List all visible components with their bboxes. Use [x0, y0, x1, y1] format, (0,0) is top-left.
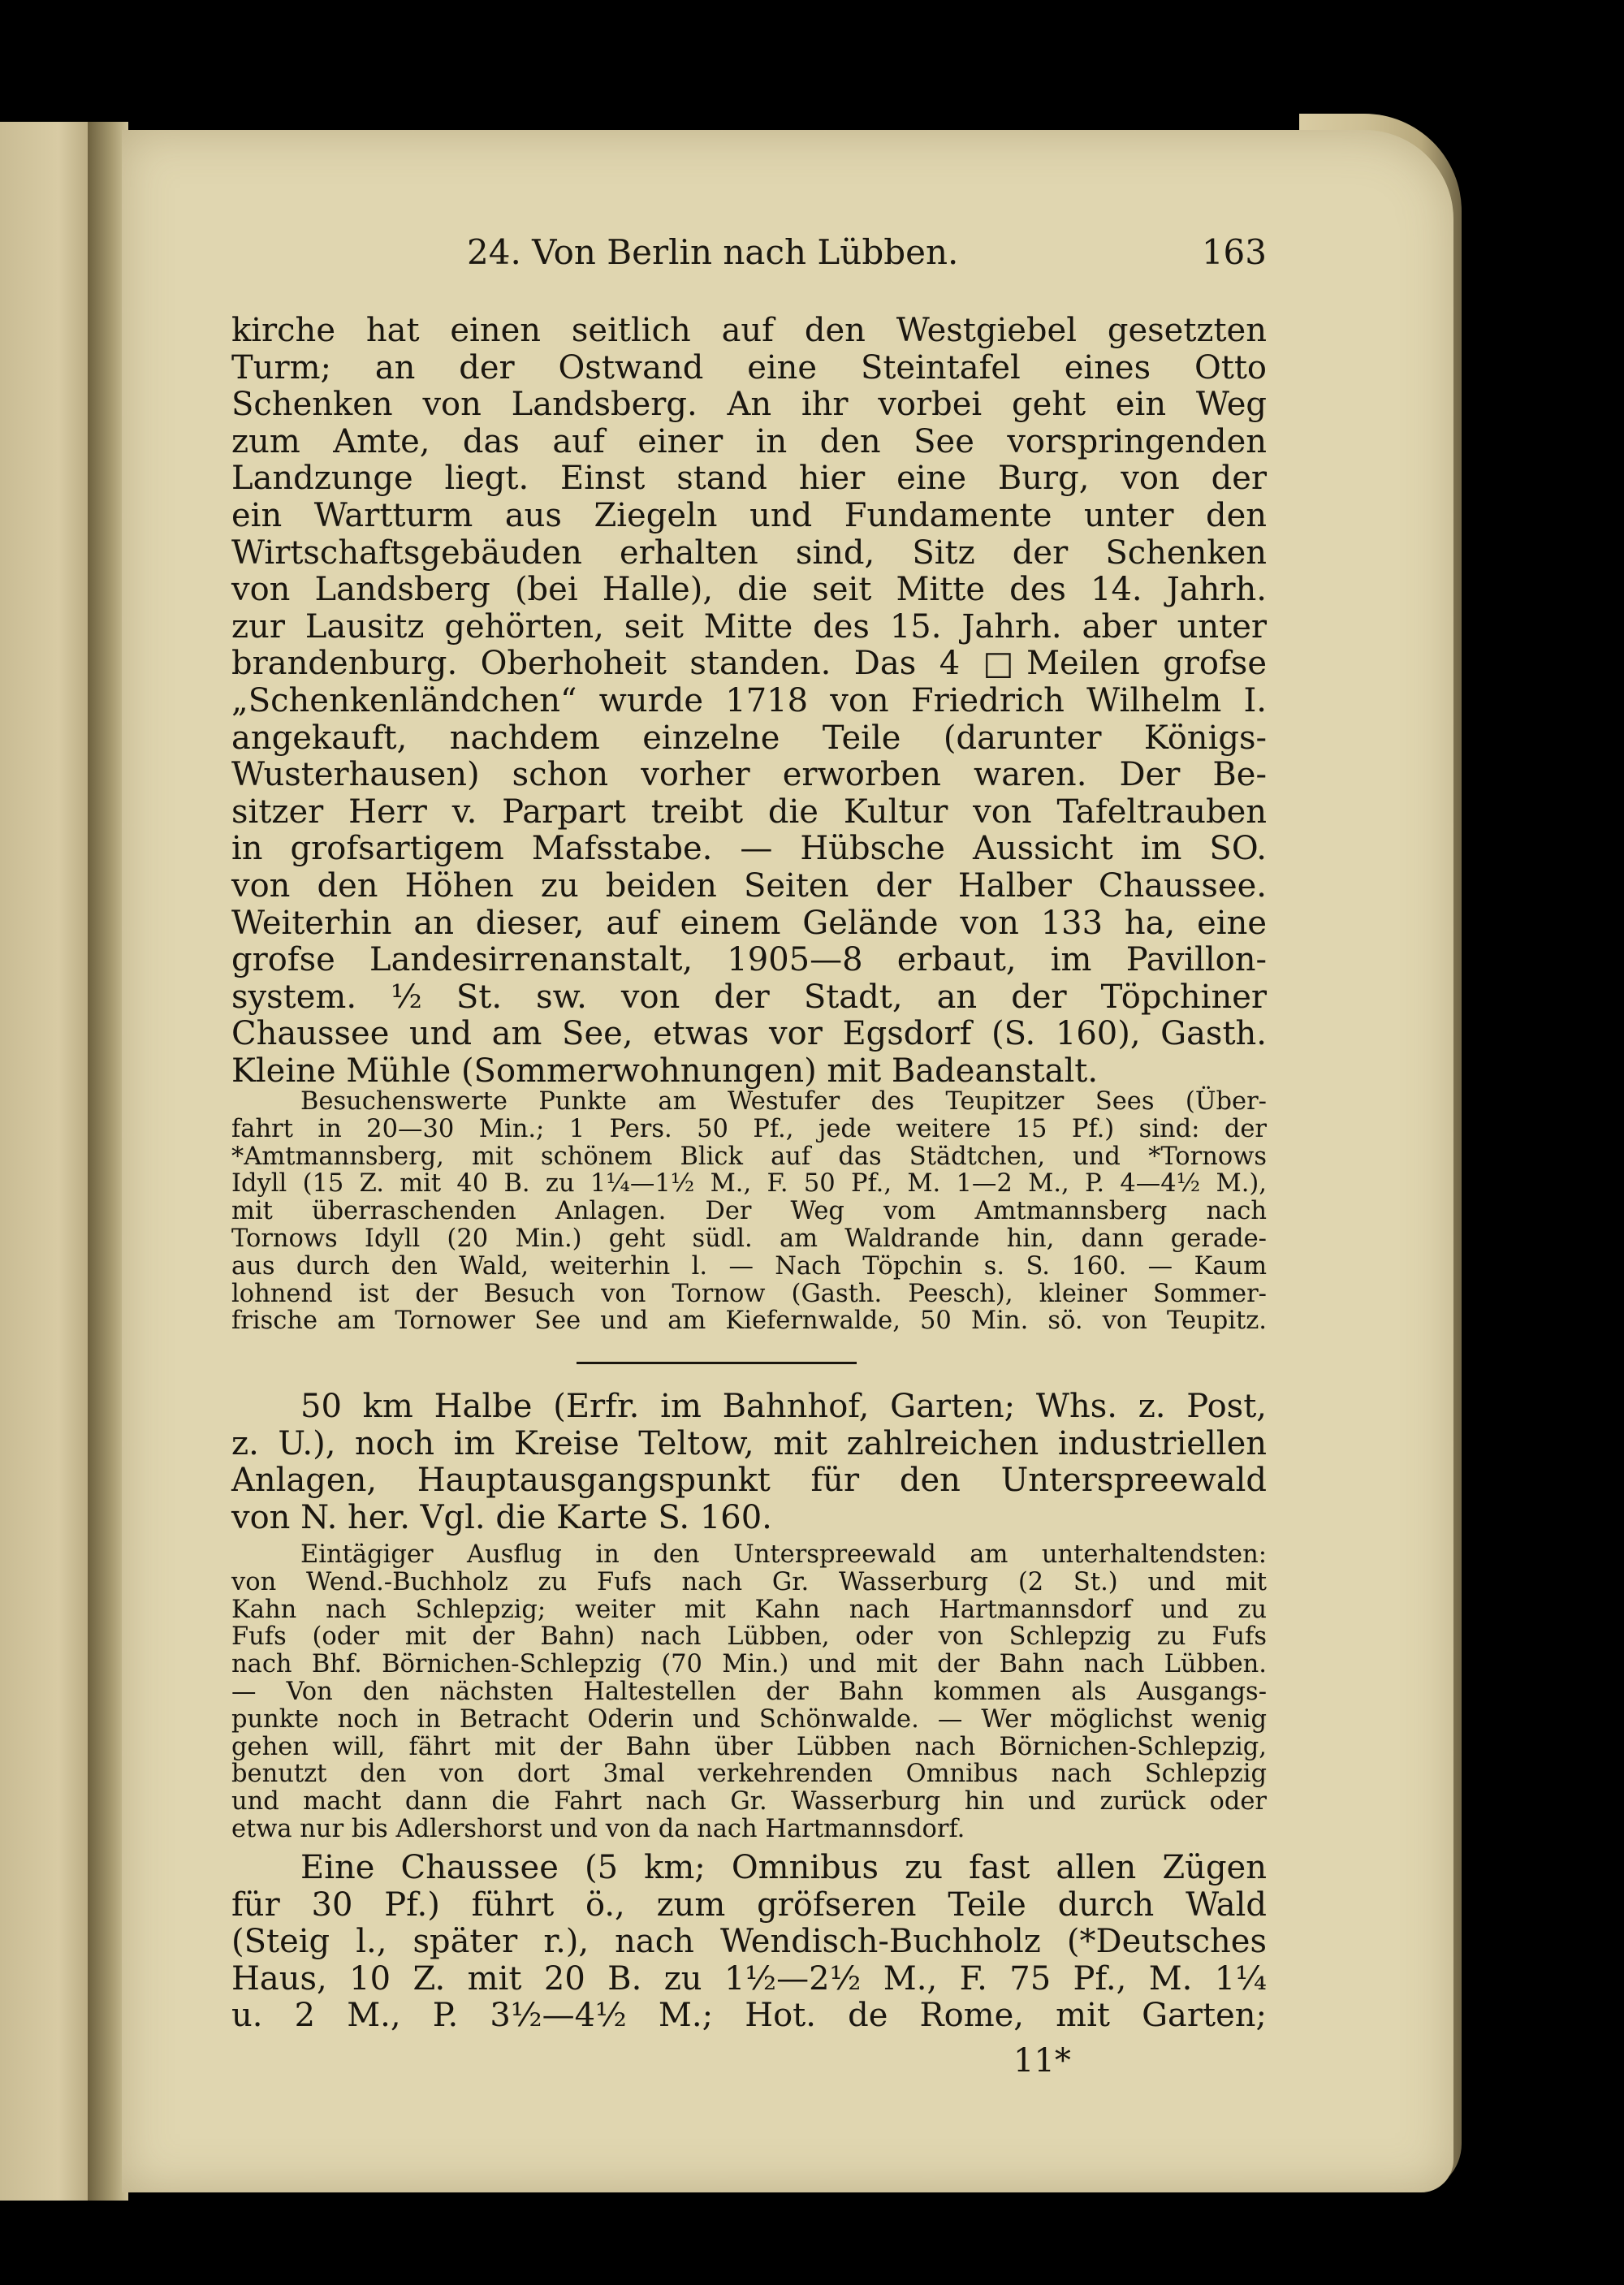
- text-line: Haus, 10 Z. mit 20 B. zu 1½—2½ M., F. 75 Pf., M. 1¼: [231, 1959, 1267, 1998]
- text-line: Anlagen, Hauptausgangspunkt für den Unterspreewald: [231, 1462, 1267, 1500]
- text-line: mit überraschenden Anlagen. Der Weg vom Amtmannsberg nach: [231, 1197, 1267, 1226]
- text-line: lohnend ist der Besuch von Tornow (Gasth. Peesch), kleiner Sommer-: [231, 1279, 1267, 1308]
- text-line: grofse Landesirrenanstalt, 1905—8 erbaut, im Pavillon-: [231, 941, 1267, 979]
- text-line: ein Wartturm aus Ziegeln und Fundamente unter den: [231, 496, 1267, 534]
- text-line: sitzer Herr v. Parpart treibt die Kultur von Tafeltrauben: [231, 793, 1267, 831]
- text-line: system. ½ St. sw. von der Stadt, an der Töpchiner: [231, 978, 1267, 1016]
- text-line: Kahn nach Schlepzig; weiter mit Kahn nach Hartmannsdorf und zu: [231, 1595, 1267, 1624]
- text-line: Schenken von Landsberg. An ihr vorbei geht ein Weg: [231, 386, 1267, 424]
- text-line: (Steig l., später r.), nach Wendisch-Buchholz (*Deutsches: [231, 1923, 1267, 1961]
- text-line: — Von den nächsten Haltestellen der Bahn kommen als Ausgangs-: [231, 1677, 1267, 1706]
- text-line: von Wend.-Buchholz zu Fufs nach Gr. Wasserburg (2 St.) und mit: [231, 1567, 1267, 1596]
- main-paragraph-1: [231, 313, 1267, 1090]
- text-line: Wusterhausen) schon vorher erworben waren. Der Be-: [231, 756, 1267, 794]
- text-line: Kleine Mühle (Sommerwohnungen) mit Badeanstalt.: [231, 1052, 1099, 1090]
- text-line: in grofsartigem Mafsstabe. — Hübsche Aussicht im SO.: [231, 830, 1267, 868]
- text-line: *Amtmannsberg, mit schönem Blick auf das Städtchen, und *Tornows: [231, 1142, 1267, 1171]
- text-line: von den Höhen zu beiden Seiten der Halber Chaussee.: [231, 866, 1267, 905]
- text-line: und macht dann die Fahrt nach Gr. Wasserburg hin und zurück oder: [231, 1787, 1267, 1816]
- text-line: brandenburg. Oberhoheit standen. Das 4 □Meilen grofse: [231, 645, 1267, 683]
- text-line: zum Amte, das auf einer in den See vorspringenden: [231, 422, 1267, 460]
- main-paragraph-wendisch-buchholz: [231, 1850, 1267, 2035]
- small-print-note-2: [231, 1541, 1267, 1843]
- main-paragraph-halbe: [231, 1389, 1267, 1536]
- text-line: Eintägiger Ausflug in den Unterspreewald am unterhaltendsten:: [300, 1540, 1267, 1569]
- text-line: von N. her. Vgl. die Karte S. 160.: [231, 1498, 772, 1536]
- text-line: z. U.), noch im Kreise Teltow, mit zahlreichen industriellen: [231, 1424, 1267, 1462]
- chapter-title: 24. Von Berlin nach Lübben.: [467, 232, 959, 272]
- text-line: Chaussee und am See, etwas vor Egsdorf (S. 160), Gasth.: [231, 1015, 1267, 1053]
- text-line: angekauft, nachdem einzelne Teile (darunter Königs-: [231, 719, 1267, 757]
- text-line: gehen will, fährt mit der Bahn über Lübben nach Börnichen-Schlepzig,: [231, 1732, 1267, 1761]
- text-line: zur Lausitz gehörten, seit Mitte des 15. Jahrh. aber unter: [231, 607, 1267, 646]
- text-line: etwa nur bis Adlershorst und von da nach Hartmannsdorf.: [231, 1814, 965, 1843]
- text-line: frische am Tornower See und am Kiefernwalde, 50 Min. sö. von Teupitz.: [231, 1307, 1267, 1336]
- text-line: fahrt in 20—30 Min.; 1 Pers. 50 Pf., jede weitere 15 Pf.) sind: der: [231, 1114, 1267, 1143]
- text-line: u. 2 M., P. 3½—4½ M.; Hot. de Rome, mit Garten;: [231, 1997, 1267, 2035]
- text-line: 50 km Halbe (Erfr. im Bahnhof, Garten; Whs. z. Post,: [300, 1388, 1267, 1425]
- text-line: aus durch den Wald, weiterhin l. — Nach Töpchin s. S. 160. — Kaum: [231, 1251, 1267, 1281]
- text-line: punkte noch in Betracht Oderin und Schönwalde. — Wer möglichst wenig: [231, 1704, 1267, 1734]
- text-line: von Landsberg (bei Halle), die seit Mitte des 14. Jahrh.: [231, 571, 1267, 609]
- page-number: 163: [1201, 232, 1267, 272]
- text-line: nach Bhf. Börnichen-Schlepzig (70 Min.) und mit der Bahn nach Lübben.: [231, 1650, 1267, 1679]
- text-line: Besuchenswerte Punkte am Westufer des Teupitzer Sees (Über-: [300, 1087, 1267, 1116]
- text-line: Wirtschaftsgebäuden erhalten sind, Sitz der Schenken: [231, 533, 1267, 572]
- text-line: benutzt den von dort 3mal verkehrenden Omnibus nach Schlepzig: [231, 1760, 1267, 1789]
- text-line: kirche hat einen seitlich auf den Westgiebel gesetzten: [231, 312, 1267, 349]
- running-header: [467, 232, 1267, 281]
- text-line: „Schenkenländchen“ wurde 1718 von Friedrich Wilhelm I.: [231, 681, 1267, 719]
- signature-mark: 11*: [1013, 2042, 1071, 2080]
- text-line: Weiterhin an dieser, auf einem Gelände von 133 ha, eine: [231, 904, 1267, 942]
- text-line: für 30 Pf.) führt ö., zum gröfseren Teile durch Wald: [231, 1885, 1267, 1924]
- section-divider: [577, 1362, 857, 1364]
- text-line: Turm; an der Ostwand eine Steintafel eines Otto: [231, 348, 1267, 387]
- text-line: Tornows Idyll (20 Min.) geht südl. am Waldrande hin, dann gerade-: [231, 1224, 1267, 1253]
- text-line: Fufs (oder mit der Bahn) nach Lübben, oder von Schlepzig zu Fufs: [231, 1622, 1267, 1652]
- small-print-note-1: [231, 1088, 1267, 1335]
- text-line: Eine Chaussee (5 km; Omnibus zu fast allen Zügen: [300, 1849, 1267, 1886]
- text-line: Landzunge liegt. Einst stand hier eine Burg, von der: [231, 460, 1267, 498]
- left-page-edge: [0, 122, 97, 2201]
- text-line: Idyll (15 Z. mit 40 B. zu 1¼—1½ M., F. 50 Pf., M. 1—2 M., P. 4—4½ M.),: [231, 1169, 1267, 1199]
